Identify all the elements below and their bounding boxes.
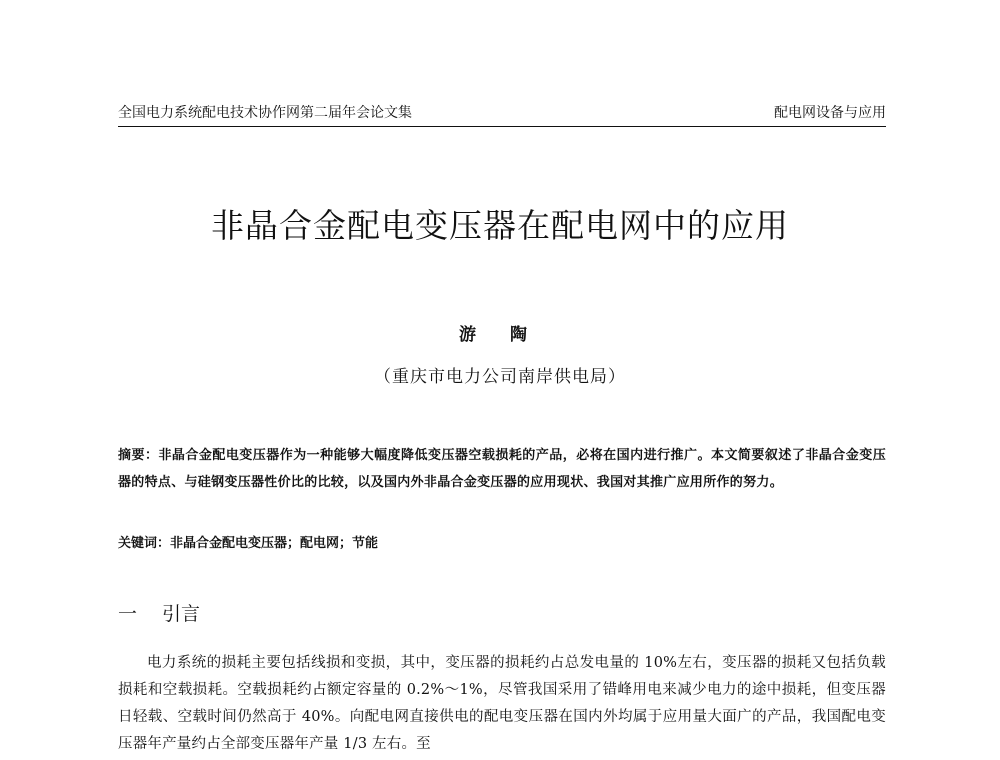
abstract-text: 非晶合金配电变压器作为一种能够大幅度降低变压器空载损耗的产品，必将在国内进行推广。本文简要叙述了非晶合金变压器的特点、与硅钢变压器性价比的比较，以及国内外非晶合金变压器的应用现状、我国对其推广应用所作的努力。 [118,448,886,490]
body-paragraph: 电力系统的损耗主要包括线损和变损，其中，变压器的损耗约占总发电量的 10%左右，变压器的损耗又包括负载损耗和空载损耗。空载损耗约占额定容量的 0.2%～1%，尽管我国采用了错峰用电来减少电力的途中损耗，但变压器日轻载、空载时间仍然高于 40%。向配电网直接供电的配电变压器在国内外均属于应用量大面广的产品，我国配电变压器年产量约占全部变压器年产量 1/3 左右。至 [118,655,886,752]
author-name: 游 陶 [459,325,541,345]
abstract [118,442,886,496]
keywords-label: 关键词： [118,536,171,551]
running-header [118,100,886,127]
abstract-label: 摘要： [118,448,159,463]
paper-title: 非晶合金配电变压器在配电网中的应用 [211,206,789,245]
keywords-text: 非晶合金配电变压器；配电网；节能 [170,536,379,551]
section-title: 引言 [162,603,201,625]
section-number: 一 [118,603,138,625]
header-proceedings-title: 全国电力系统配电技术协作网第二届年会论文集 [118,105,412,121]
header-section-name: 配电网设备与应用 [774,105,886,121]
author-affiliation: （重庆市电力公司南岸供电局） [374,367,626,387]
keywords [118,532,886,556]
section-heading [118,600,200,628]
